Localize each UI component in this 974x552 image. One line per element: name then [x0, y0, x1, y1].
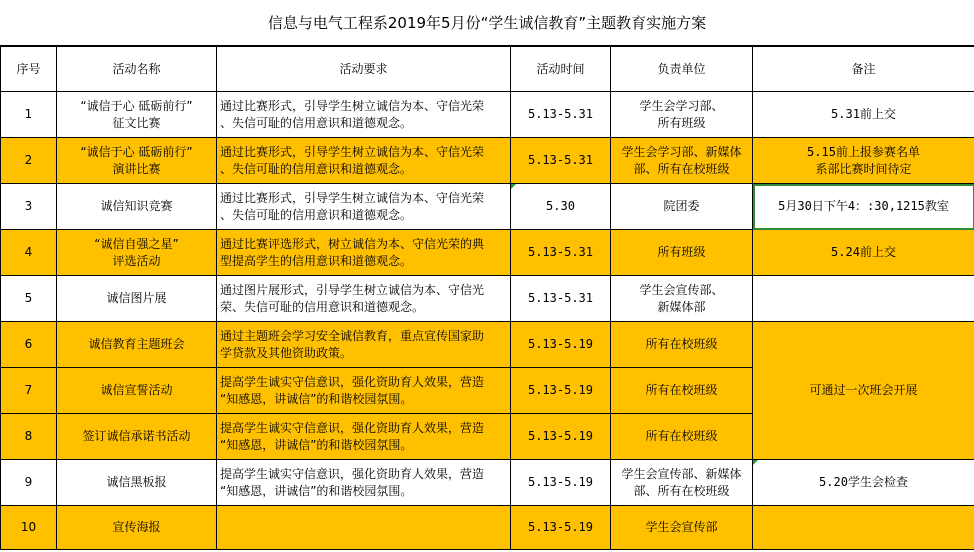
text-line: 可通过一次班会开展	[809, 383, 918, 397]
text-line: 学生会学习部、新媒体	[621, 144, 742, 159]
text-line: 5.24前上交	[831, 245, 896, 259]
header-row	[1, 47, 974, 92]
note-cell-selected[interactable]	[753, 184, 974, 230]
text-line: 提高学生诚实守信意识，强化资助育人效果，营造	[220, 374, 485, 389]
table-row	[1, 184, 974, 230]
text-line: 诚信知识竞赛	[100, 199, 173, 213]
responsible-unit[interactable]	[611, 506, 753, 550]
table-row	[1, 460, 974, 506]
note-cell[interactable]	[753, 460, 974, 506]
activity-requirement[interactable]	[217, 460, 511, 506]
activity-time[interactable]: 5.13-5.19	[511, 368, 611, 414]
note-cell[interactable]	[753, 506, 974, 550]
text-line: “诚信于心 砥砺前行”	[80, 144, 193, 159]
responsible-unit[interactable]	[611, 322, 753, 368]
responsible-unit[interactable]	[611, 414, 753, 460]
table-row	[1, 506, 974, 550]
text-line: 所有在校班级	[645, 383, 718, 397]
text-line: 宣传海报	[112, 520, 161, 534]
text-line: 演讲比赛	[112, 161, 161, 176]
activity-requirement[interactable]	[217, 138, 511, 184]
activity-requirement[interactable]	[217, 322, 511, 368]
table-row	[1, 230, 974, 276]
text-line: 诚信图片展	[106, 291, 167, 305]
responsible-unit[interactable]	[611, 138, 753, 184]
row-no[interactable]: 6	[1, 322, 57, 368]
note-cell-merged[interactable]	[753, 322, 974, 460]
text-line: “知感恩，讲诚信”的和谐校园氛围。	[220, 483, 413, 498]
header-unit[interactable]: 负责单位	[611, 47, 753, 92]
text-line: 所有在校班级	[645, 429, 718, 443]
activity-name[interactable]	[57, 506, 217, 550]
row-no[interactable]: 9	[1, 460, 57, 506]
activity-time[interactable]: 5.13-5.19	[511, 414, 611, 460]
text-line: 提高学生诚实守信意识，强化资助育人效果，营造	[220, 466, 485, 481]
text-line: 荣、失信可耻的信用意识和道德观念。	[220, 299, 425, 314]
text-line: 提高学生诚实守信意识，强化资助育人效果，营造	[220, 420, 485, 435]
activity-requirement[interactable]	[217, 230, 511, 276]
comment-marker-icon	[753, 460, 758, 465]
sheet-title[interactable]: 信息与电气工程系2019年5月份“学生诚信教育”主题教育实施方案	[0, 0, 974, 46]
table-row	[1, 276, 974, 322]
text-line: 、失信可耻的信用意识和道德观念。	[220, 161, 413, 176]
responsible-unit[interactable]	[611, 92, 753, 138]
row-no[interactable]: 2	[1, 138, 57, 184]
activity-time[interactable]: 5.13-5.31	[511, 230, 611, 276]
text-line: 、失信可耻的信用意识和道德观念。	[220, 207, 413, 222]
plan-table	[0, 46, 974, 550]
text-line: 通过比赛评选形式，树立诚信为本、守信光荣的典	[220, 236, 485, 251]
activity-time[interactable]: 5.13-5.31	[511, 138, 611, 184]
text-line: “知感恩，讲诚信”的和谐校园氛围。	[220, 437, 413, 452]
text-line: 、失信可耻的信用意识和道德观念。	[220, 115, 413, 130]
text-line: 型提高学生的信用意识和道德观念。	[220, 253, 413, 268]
activity-name[interactable]	[57, 460, 217, 506]
row-no[interactable]: 10	[1, 506, 57, 550]
text-line: 新媒体部	[657, 299, 706, 314]
activity-requirement[interactable]	[217, 276, 511, 322]
text-line: 学生会宣传部、新媒体	[621, 466, 742, 481]
text-line: 系部比赛时间待定	[815, 161, 912, 176]
activity-requirement[interactable]	[217, 368, 511, 414]
note-cell[interactable]	[753, 138, 974, 184]
table-row	[1, 322, 974, 368]
header-note[interactable]: 备注	[753, 47, 974, 92]
comment-marker-icon	[511, 184, 516, 189]
text-line: 所有班级	[657, 245, 706, 259]
row-no[interactable]: 4	[1, 230, 57, 276]
text-line: 院团委	[663, 199, 700, 213]
text-line: 学贷款及其他资助政策。	[220, 345, 353, 360]
row-no[interactable]: 8	[1, 414, 57, 460]
note-cell[interactable]	[753, 230, 974, 276]
note-cell[interactable]	[753, 92, 974, 138]
activity-requirement[interactable]	[217, 92, 511, 138]
text-line: 所有班级	[657, 115, 706, 130]
activity-time[interactable]: 5.13-5.19	[511, 460, 611, 506]
text-line: 评选活动	[112, 253, 161, 268]
activity-time[interactable]: 5.13-5.19	[511, 506, 611, 550]
text-line: 所有在校班级	[645, 337, 718, 351]
activity-time[interactable]: 5.13-5.31	[511, 276, 611, 322]
header-requirement[interactable]: 活动要求	[217, 47, 511, 92]
text-line: 诚信宣誓活动	[100, 383, 173, 397]
text-line: 学生会宣传部	[645, 520, 718, 534]
responsible-unit[interactable]	[611, 184, 753, 230]
text-line: 通过比赛形式，引导学生树立诚信为本、守信光荣	[220, 190, 485, 205]
text-line: 部、所有在校班级	[633, 483, 730, 498]
activity-time[interactable]	[511, 184, 611, 230]
row-no[interactable]: 5	[1, 276, 57, 322]
row-no[interactable]: 3	[1, 184, 57, 230]
row-no[interactable]: 1	[1, 92, 57, 138]
responsible-unit[interactable]	[611, 230, 753, 276]
text-line: 通过图片展形式，引导学生树立诚信为本、守信光	[220, 282, 485, 297]
text-line: 部、所有在校班级	[633, 161, 730, 176]
text-line: 5月30日下午4：:30,1215教室	[778, 199, 949, 213]
activity-requirement[interactable]	[217, 414, 511, 460]
activity-name[interactable]	[57, 230, 217, 276]
text-line: 征文比赛	[112, 115, 161, 130]
text-line: 5.30	[546, 199, 575, 213]
responsible-unit[interactable]	[611, 368, 753, 414]
text-line: “知感恩，讲诚信”的和谐校园氛围。	[220, 391, 413, 406]
note-cell[interactable]	[753, 276, 974, 322]
header-time[interactable]: 活动时间	[511, 47, 611, 92]
responsible-unit[interactable]	[611, 460, 753, 506]
header-no[interactable]: 序号	[1, 47, 57, 92]
responsible-unit[interactable]	[611, 276, 753, 322]
activity-time[interactable]: 5.13-5.31	[511, 92, 611, 138]
table-row	[1, 92, 974, 138]
text-line: 通过比赛形式，引导学生树立诚信为本、守信光荣	[220, 144, 485, 159]
text-line: 诚信黑板报	[106, 475, 167, 489]
activity-name[interactable]	[57, 368, 217, 414]
text-line: 通过主题班会学习安全诚信教育，重点宣传国家助	[220, 328, 485, 343]
text-line: 学生会学习部、	[639, 98, 724, 113]
activity-name[interactable]	[57, 414, 217, 460]
activity-name[interactable]	[57, 92, 217, 138]
activity-requirement[interactable]	[217, 184, 511, 230]
activity-name[interactable]	[57, 276, 217, 322]
text-line: 5.20学生会检查	[819, 475, 908, 489]
text-line: 学生会宣传部、	[639, 282, 724, 297]
text-line: 5.15前上报参赛名单	[807, 144, 920, 159]
text-line: 5.31前上交	[831, 107, 896, 121]
activity-time[interactable]: 5.13-5.19	[511, 322, 611, 368]
activity-name[interactable]	[57, 138, 217, 184]
row-no[interactable]: 7	[1, 368, 57, 414]
activity-name[interactable]	[57, 184, 217, 230]
text-line: “诚信于心 砥砺前行”	[80, 98, 193, 113]
text-line: 通过比赛形式，引导学生树立诚信为本、守信光荣	[220, 98, 485, 113]
text-line: “诚信自强之星”	[94, 236, 179, 251]
table-row	[1, 138, 974, 184]
header-name[interactable]: 活动名称	[57, 47, 217, 92]
text-line: 签订诚信承诺书活动	[82, 429, 191, 443]
activity-requirement[interactable]	[217, 506, 511, 550]
text-line: 诚信教育主题班会	[88, 337, 185, 351]
activity-name[interactable]	[57, 322, 217, 368]
